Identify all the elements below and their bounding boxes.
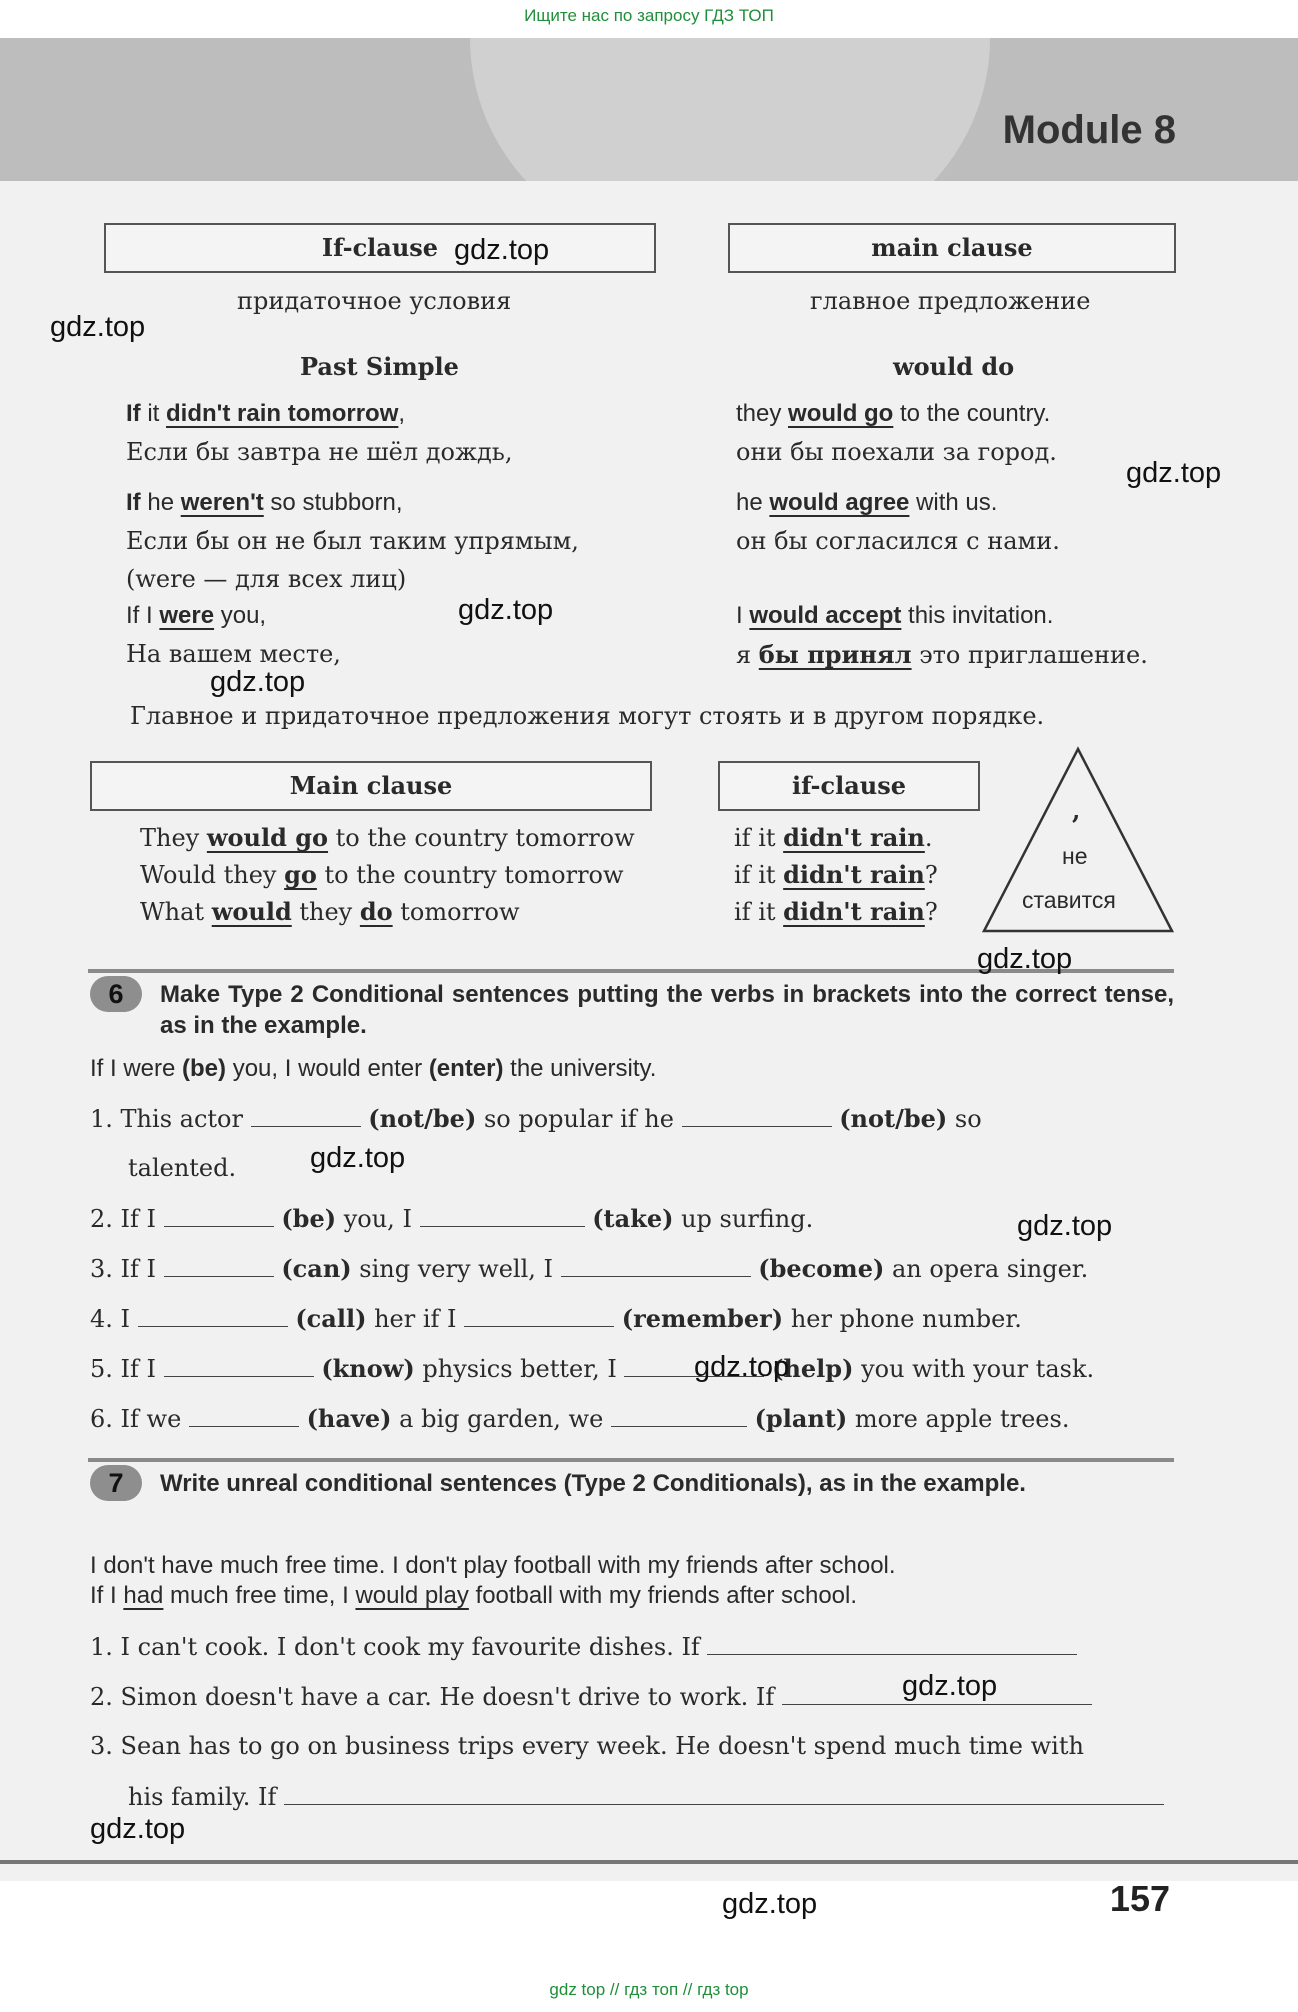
blank[interactable] [682, 1104, 832, 1127]
table2-row3-if: if it didn't rain? [734, 897, 938, 926]
top-link[interactable]: Ищите нас по запросу ГДЗ ТОП [524, 6, 774, 25]
bottom-rule [0, 1860, 1298, 1864]
main-clause-tense: would do [893, 352, 1015, 381]
exercise7-rule [88, 1458, 1174, 1462]
table2-if-header: if-clause [718, 761, 980, 811]
blank[interactable] [138, 1304, 288, 1327]
triangle-line1: не [1062, 843, 1088, 869]
example3-if: If I were you, [126, 602, 267, 629]
watermark: gdz.top [1126, 457, 1222, 489]
watermark: gdz.top [1017, 1210, 1113, 1242]
blank[interactable] [611, 1404, 747, 1427]
answer-line[interactable] [707, 1632, 1077, 1655]
table2-row2-if: if it didn't rain? [734, 860, 938, 889]
triangle-comma: , [1072, 796, 1081, 825]
main-clause-ru: главное предложение [810, 287, 1091, 315]
blank[interactable] [189, 1404, 299, 1427]
watermark: gdz.top [454, 234, 550, 266]
watermark: gdz.top [458, 594, 554, 626]
watermark: gdz.top [694, 1351, 790, 1383]
exercise7-item3-cont: his family. If [128, 1782, 1164, 1811]
example1-main: they would go to the country. [736, 400, 1051, 427]
exercise7-item2: 2. Simon doesn't have a car. He doesn't drive to work. If [90, 1682, 1092, 1711]
example1-main-ru: они бы поехали за город. [736, 438, 1057, 466]
triangle-line2: ставится [1022, 887, 1116, 913]
exercise7-instruction: Write unreal conditional sentences (Type 2 Conditionals), as in the example. [160, 1470, 1026, 1497]
watermark: gdz.top [310, 1142, 406, 1174]
blank[interactable] [561, 1254, 751, 1277]
exercise6-instruction: Make Type 2 Conditional sentences putting the verbs in brackets into the correct tense, as in the example. [160, 981, 1174, 1039]
table2-row3-main: What would they do tomorrow [140, 897, 520, 926]
answer-line[interactable] [284, 1782, 1164, 1805]
were-note: (were — для всех лиц) [126, 565, 407, 593]
table2-row2-main: Would they go to the country tomorrow [140, 860, 624, 889]
table2-row1-if: if it didn't rain. [734, 823, 933, 852]
if-clause-ru: придаточное условия [237, 287, 512, 315]
exercise6-item5: 5. If I (know) physics better, I (help) you with your task. [90, 1354, 1095, 1383]
if-clause-header: If-clause [104, 223, 656, 273]
exercise6-item2: 2. If I (be) you, I (take) up surfing. [90, 1204, 814, 1233]
example2-main: he would agree with us. [736, 489, 998, 516]
example2-main-ru: он бы согласился с нами. [736, 527, 1060, 555]
if-clause-tense: Past Simple [300, 352, 459, 381]
watermark: gdz.top [90, 1813, 186, 1845]
blank[interactable] [164, 1354, 314, 1377]
main-clause-header: main clause [728, 223, 1176, 273]
module-title: Module 8 [1002, 108, 1176, 152]
exercise7-number: 7 [90, 1465, 142, 1501]
exercise6-item1-cont: talented. [128, 1154, 237, 1182]
exercise6-item4: 4. I (call) her if I (remember) her phone number. [90, 1304, 1022, 1333]
table2-row1-main: They would go to the country tomorrow [140, 823, 635, 852]
example3-if-ru: На вашем месте, [126, 640, 341, 668]
exercise6-item6: 6. If we (have) a big garden, we (plant) more apple trees. [90, 1404, 1070, 1433]
watermark: gdz.top [50, 311, 146, 343]
blank[interactable] [420, 1204, 585, 1227]
exercise7-item1: 1. I can't cook. I don't cook my favourite dishes. If [90, 1632, 1077, 1661]
exercise7-example1: I don't have much free time. I don't play football with my friends after school. [90, 1552, 896, 1579]
watermark: gdz.top [210, 666, 306, 698]
exercise6-item1: 1. This actor (not/be) so popular if he (not/be) so [90, 1104, 982, 1133]
blank[interactable] [164, 1204, 274, 1227]
example3-main: I would accept this invitation. [736, 602, 1054, 629]
blank[interactable] [464, 1304, 614, 1327]
footer-links[interactable]: gdz top // гдз топ // гдз top [549, 1980, 749, 1999]
blank[interactable] [164, 1254, 274, 1277]
blank[interactable] [251, 1104, 361, 1127]
order-note: Главное и придаточное предложения могут стоять и в другом порядке. [130, 702, 1045, 730]
exercise6-number: 6 [90, 976, 142, 1012]
exercise7-example2: If I had much free time, I would play football with my friends after school. [90, 1582, 858, 1609]
exercise6-item3: 3. If I (can) sing very well, I (become) an opera singer. [90, 1254, 1089, 1283]
exercise7-item3: 3. Sean has to go on business trips every week. He doesn't spend much time with [90, 1732, 1084, 1760]
watermark: gdz.top [902, 1670, 998, 1702]
example1-if-ru: Если бы завтра не шёл дождь, [126, 438, 513, 466]
exercise6-example: If I were (be) you, I would enter (enter) the university. [90, 1055, 657, 1082]
watermark: gdz.top [977, 943, 1073, 975]
example2-if-ru: Если бы он не был таким упрямым, [126, 527, 579, 555]
example2-if: If he weren't so stubborn, [126, 489, 403, 516]
table2-main-header: Main clause [90, 761, 652, 811]
example1-if: If it didn't rain tomorrow, [126, 400, 406, 427]
page-number: 157 [1109, 1878, 1170, 1919]
watermark: gdz.top [722, 1888, 818, 1920]
example3-main-ru: я бы принял это приглашение. [736, 640, 1148, 669]
